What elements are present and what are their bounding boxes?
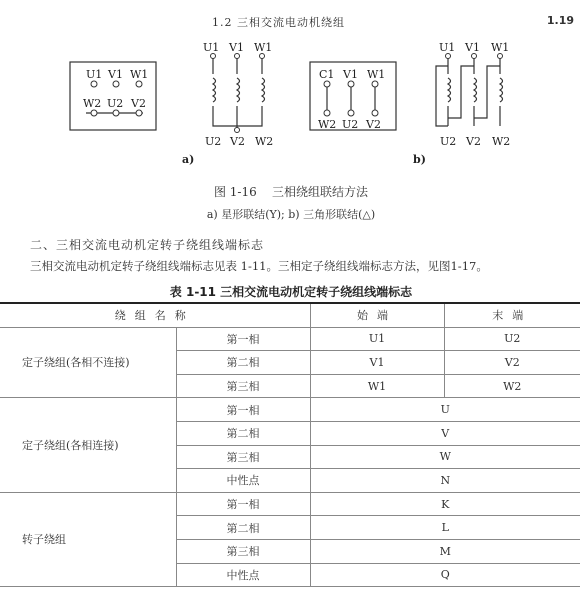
end-cell: V2	[444, 351, 580, 375]
phase-cell: 第一相	[176, 327, 310, 351]
group-name: 定子绕组(各相连接)	[0, 398, 176, 492]
star-box-bottom-0: W2	[83, 97, 102, 110]
body-paragraph: 三相交流电动机定转子绕组线端标志见表 1-11。三相定子绕组线端标志方法，见图1-17。	[30, 259, 488, 273]
phase-cell: 第一相	[176, 492, 310, 516]
mark-cell: Q	[310, 563, 580, 587]
star-box-bottom-1: U2	[107, 97, 124, 110]
delta-box-top-0: C1	[319, 68, 335, 81]
group-name: 定子绕组(各相不连接)	[0, 327, 176, 398]
table-row	[0, 327, 580, 351]
group-name: 转子绕组	[0, 492, 176, 586]
star-box-top-2: W1	[130, 68, 149, 81]
mark-cell: K	[310, 492, 580, 516]
star-term-top-2: W1	[254, 41, 273, 54]
figure-number: 图 1-16	[213, 185, 257, 199]
end-cell: U2	[444, 327, 580, 351]
phase-cell: 第一相	[176, 398, 310, 422]
mark-cell: U	[310, 398, 580, 422]
delta-term-top-0: U1	[439, 41, 456, 54]
mark-cell: L	[310, 516, 580, 540]
figure-title: 三相绕组联结方法	[272, 185, 369, 199]
star-box-bottom-2: V2	[131, 97, 146, 110]
star-winding-diagram	[213, 56, 265, 130]
delta-term-bottom-0: U2	[440, 135, 457, 148]
delta-winding-diagram	[436, 56, 512, 126]
table-row	[0, 492, 580, 516]
phase-cell: 第三相	[176, 539, 310, 563]
mark-cell: N	[310, 469, 580, 493]
phase-cell: 第三相	[176, 374, 310, 398]
delta-term-top-2: W1	[491, 41, 510, 54]
phase-cell: 第三相	[176, 445, 310, 469]
header-end: 末端	[444, 303, 580, 327]
start-cell: U1	[310, 327, 444, 351]
page-header-title: 1.2 三相交流电动机绕组	[212, 16, 345, 29]
table-header-row	[0, 303, 580, 327]
star-term-bottom-2: W2	[255, 135, 274, 148]
delta-box-top-2: W1	[367, 68, 386, 81]
table-caption: 表 1-11 三相交流电动机定转子绕组线端标志	[169, 285, 413, 299]
figure-label-b: b)	[413, 153, 426, 166]
section-heading: 二、三相交流电动机定转子绕组线端标志	[30, 238, 265, 252]
delta-term-bottom-1: V2	[466, 135, 481, 148]
star-box-top-1: V1	[108, 68, 123, 81]
start-cell: W1	[310, 374, 444, 398]
star-term-bottom-0: U2	[205, 135, 222, 148]
figure-caption	[0, 183, 582, 200]
phase-cell: 中性点	[176, 563, 310, 587]
star-term-top-0: U1	[203, 41, 220, 54]
figure-subcaption: a) 星形联结(Y); b) 三角形联结(△)	[206, 208, 376, 221]
figure-label-a: a)	[182, 153, 195, 166]
delta-box-bottom-2: V2	[366, 118, 381, 131]
page-number: 1.19	[546, 14, 574, 27]
phase-cell: 中性点	[176, 469, 310, 493]
phase-cell: 第二相	[176, 516, 310, 540]
terminal-marking-table	[0, 302, 580, 587]
star-box-top-0: U1	[86, 68, 103, 81]
header-winding-name: 绕组名称	[0, 303, 310, 327]
delta-box-top-1: V1	[343, 68, 358, 81]
star-term-bottom-1: V2	[230, 135, 245, 148]
end-cell: W2	[444, 374, 580, 398]
phase-cell: 第二相	[176, 421, 310, 445]
start-cell: V1	[310, 351, 444, 375]
mark-cell: W	[310, 445, 580, 469]
mark-cell: M	[310, 539, 580, 563]
table-row	[0, 398, 580, 422]
delta-box-bottom-0: W2	[318, 118, 337, 131]
delta-term-top-1: V1	[465, 41, 480, 54]
delta-term-bottom-2: W2	[492, 135, 511, 148]
star-term-top-1: V1	[229, 41, 244, 54]
winding-connection-figure	[0, 0, 582, 180]
header-start: 始端	[310, 303, 444, 327]
phase-cell: 第二相	[176, 351, 310, 375]
delta-box-bottom-1: U2	[342, 118, 359, 131]
mark-cell: V	[310, 421, 580, 445]
